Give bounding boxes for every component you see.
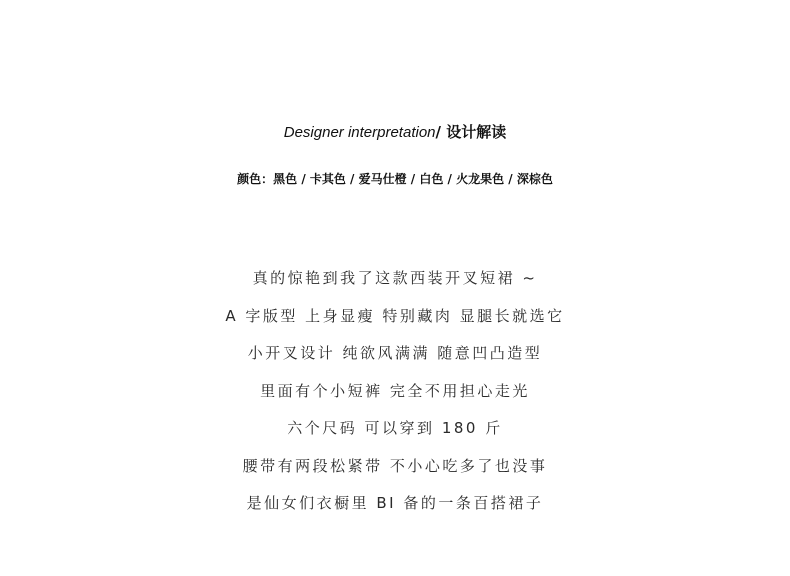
heading-chinese: 设计解读 bbox=[446, 123, 507, 141]
heading-english: Designer interpretation bbox=[283, 124, 436, 141]
color-options-line: 颜色：黑色 / 卡其色 / 爱马仕橙 / 白色 / 火龙果色 / 深棕色 bbox=[237, 172, 553, 186]
description-line: 六个尺码 可以穿到 180 斤 bbox=[287, 419, 503, 437]
description-line: 小开叉设计 纯欲风满满 随意凹凸造型 bbox=[247, 344, 543, 362]
description-line: A 字版型 上身显瘦 特别藏肉 显腿长就选它 bbox=[225, 306, 565, 325]
section-heading bbox=[0, 118, 790, 147]
description-line: 里面有个小短裤 完全不用担心走光 bbox=[260, 381, 530, 400]
description-line: 腰带有两段松紧带 不小心吃多了也没事 bbox=[242, 456, 548, 475]
description-list bbox=[0, 260, 790, 523]
description-line: 真的惊艳到我了这款西装开叉短裙 ~ bbox=[252, 269, 538, 287]
heading-separator: / bbox=[435, 123, 447, 141]
description-line: 是仙女们衣橱里 BI 备的一条百搭裙子 bbox=[246, 494, 544, 512]
